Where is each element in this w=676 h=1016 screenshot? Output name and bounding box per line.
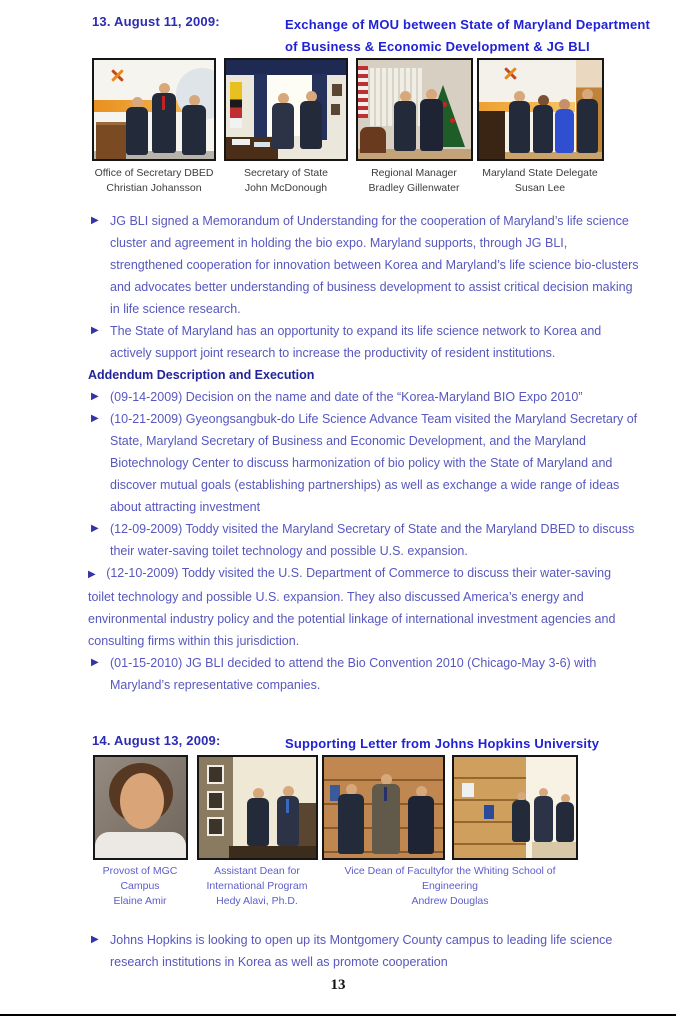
book-spines-decor: [462, 783, 474, 797]
certificate-frame-decor: [207, 765, 224, 784]
photo-maryland-state-delegate: [477, 58, 604, 161]
desk-decor: [532, 842, 576, 858]
portrait-shoulders-decor: [95, 832, 186, 858]
caption-role: Vice Dean of Facultyfor the Whiting School of Engineering: [344, 865, 556, 892]
chair-decor: [360, 127, 386, 153]
bullet-item: [88, 210, 640, 320]
certificate-frame-decor: [207, 817, 224, 836]
person-figure: [512, 792, 530, 844]
bullet-triangle-icon: ▶: [91, 391, 99, 402]
bullet-triangle-icon: ▶: [91, 657, 99, 668]
caption-name: Elaine Amir: [113, 895, 167, 907]
portrait-face-decor: [120, 773, 164, 829]
person-figure: [182, 95, 206, 155]
section-14-title: Supporting Letter from Johns Hopkins University: [285, 736, 600, 751]
bullet-triangle-icon: ▶: [88, 569, 96, 580]
bullet-text: JG BLI signed a Memorandum of Understanding for the cooperation of Maryland’s life science cluster and agreement in holding the bio expo. Maryland supports, through JG BLI, strengthened cooperation for innovation between Korea and Maryland’s life science bio-clusters and advocates better understanding of business development to assist critical decision making in life science research.: [110, 214, 639, 316]
person-figure: [126, 97, 148, 155]
photo-caption: [185, 864, 329, 909]
photo-assistant-dean-hedy-alavi: [197, 755, 318, 860]
bullet-text: (12-10-2009) Toddy visited the U.S. Department of Commerce to discuss their water-saving toilet technology and possible U.S. expansion. They also discussed America’s energy and environmental industry policy and the potential linkage of international investment agencies and consulting firms within this jurisdiction.: [88, 566, 616, 648]
person-figure: [338, 784, 364, 854]
caption-role: Provost of MGC Campus: [102, 865, 178, 892]
caption-name: Andrew Douglas: [411, 895, 489, 907]
tree-garland-decor: [450, 118, 455, 123]
photo-office-of-secretary-dbed: [92, 58, 216, 161]
person-figure: [420, 89, 443, 151]
bullet-item: [88, 408, 640, 518]
bullet-text: Johns Hopkins is looking to open up its Montgomery County campus to leading life science research institutions in Korea as well as promote cooperation: [110, 933, 613, 969]
section-13-title: Exchange of MOU between State of Maryland Department of Business & Economic Development & JG BLI: [285, 17, 651, 54]
person-figure: [577, 89, 598, 153]
photo-vice-dean-group: [322, 755, 445, 860]
bullet-text: (10-21-2009) Gyeongsangbuk-do Life Science Advance Team visited the Maryland Secretary of State, Maryland Secretary of Business and Economic Development, and the Maryland Biotechnology Center to discuss harmonization of bio policy with the State of Maryland and discover mutual goals (establishing partnerships) as well as exchange a wide range of ideas about attracting investment: [110, 412, 638, 514]
maryland-flag-decor: [230, 82, 242, 128]
certificate-frame-decor: [207, 791, 224, 810]
section-13-date: 13. August 11, 2009:: [92, 14, 220, 29]
bullet-text: (01-15-2010) JG BLI decided to attend the Bio Convention 2010 (Chicago-May 3-6) with Maryland’s representative companies.: [110, 656, 597, 692]
curtain-valance-decor: [226, 60, 346, 75]
photo-provost-elaine-amir: [93, 755, 188, 860]
caption-name: Bradley Gillenwater: [368, 182, 460, 194]
papers-decor: [232, 139, 250, 145]
bullet-triangle-icon: ▶: [91, 215, 99, 226]
photo-caption: [460, 166, 620, 196]
wall-frame-decor: [332, 84, 342, 96]
caption-role: Secretary of State: [243, 167, 329, 179]
caption-name: John McDonough: [244, 182, 328, 194]
bullet-item: [88, 929, 640, 973]
person-figure: [277, 786, 299, 846]
desk-decor: [229, 846, 318, 858]
section-14-body: [88, 929, 640, 973]
person-figure: [152, 83, 176, 153]
addendum-header: Addendum Description and Execution: [88, 368, 315, 382]
caption-name: Christian Johansson: [106, 182, 202, 194]
caption-role: Maryland State Delegate: [482, 167, 598, 179]
bullet-item: [88, 652, 640, 696]
bullet-triangle-icon: ▶: [91, 523, 99, 534]
caption-name: Susan Lee: [514, 182, 566, 194]
bullet-triangle-icon: ▶: [91, 934, 99, 945]
person-figure: [408, 786, 434, 854]
person-figure: [300, 91, 322, 149]
wall-frame-decor: [331, 104, 340, 115]
book-spines-decor: [484, 805, 494, 819]
page-number: 13: [330, 977, 346, 993]
photo-secretary-of-state: [224, 58, 348, 161]
bullet-text: (12-09-2009) Toddy visited the Maryland Secretary of State and the Maryland DBED to discuss their water-saving toilet technology and possible U.S. expansion.: [110, 522, 635, 558]
person-figure: [272, 93, 294, 149]
papers-decor: [254, 142, 270, 147]
photo-office-shelves-group: [452, 755, 578, 860]
photo-caption: [330, 864, 570, 909]
bullet-text: The State of Maryland has an opportunity to expand its life science network to Korea and actively support joint research to increase the productivity of resident institutions.: [110, 324, 602, 360]
caption-role: Office of Secretary DBED: [94, 167, 214, 179]
person-figure: [247, 788, 269, 846]
person-figure: [556, 794, 574, 844]
curtain-decor: [254, 74, 267, 140]
bullet-text: (09-14-2009) Decision on the name and date of the “Korea-Maryland BIO Expo 2010”: [110, 390, 583, 404]
podium-decor: [96, 122, 126, 159]
caption-name: Hedy Alavi, Ph.D.: [216, 895, 298, 907]
caption-role: Assistant Dean for International Program: [206, 865, 308, 892]
section-13-body: [88, 210, 640, 696]
person-figure: [555, 99, 574, 153]
bullet-triangle-icon: ▶: [91, 413, 99, 424]
person-figure: [534, 788, 553, 844]
photo-caption: [85, 864, 195, 909]
bullet-item: [88, 320, 640, 364]
person-figure: [509, 91, 530, 153]
person-figure: [372, 774, 400, 854]
bullet-item: [88, 562, 640, 652]
person-figure: [533, 95, 553, 153]
photo-regional-manager: [356, 58, 473, 161]
podium-decor: [479, 111, 505, 159]
person-figure: [394, 91, 416, 151]
section-14-date: 14. August 13, 2009:: [92, 733, 221, 748]
bullet-item: [88, 518, 640, 562]
bullet-item: [88, 386, 640, 408]
bullet-triangle-icon: ▶: [91, 325, 99, 336]
us-flag-decor: [358, 66, 368, 118]
caption-role: Regional Manager: [371, 167, 457, 179]
